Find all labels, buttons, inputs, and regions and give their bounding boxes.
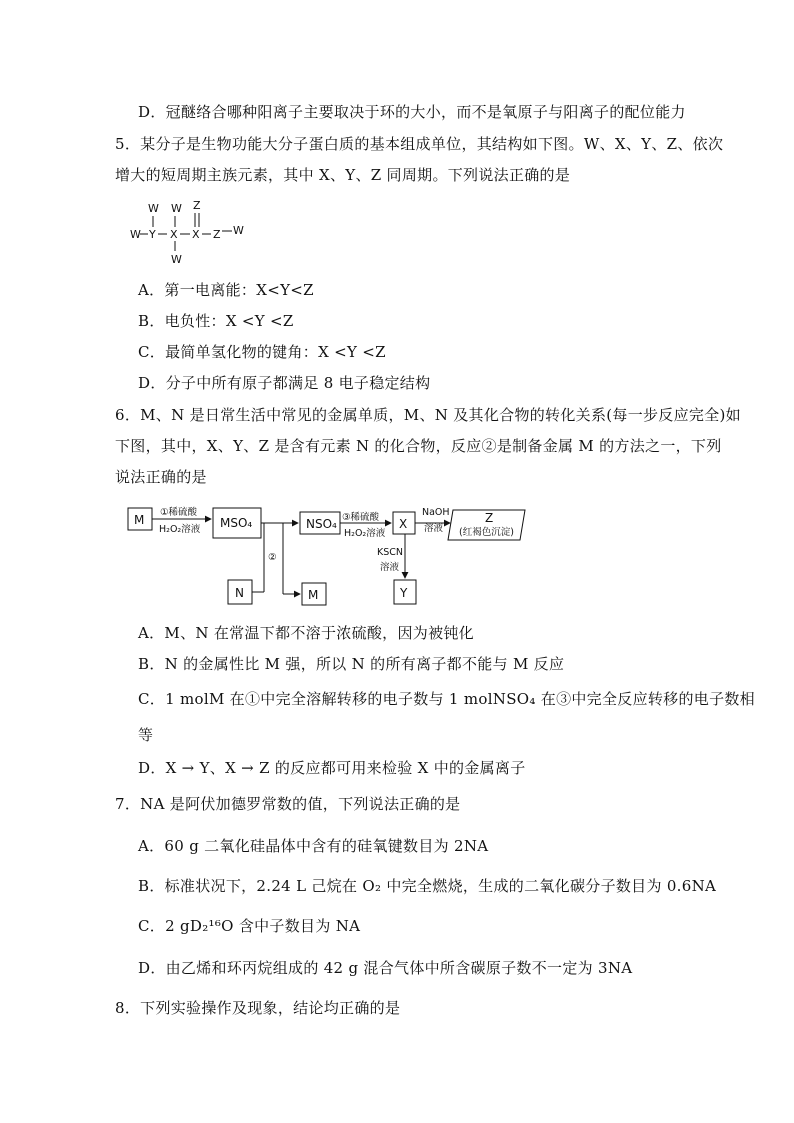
atom-w-bottom: W — [171, 253, 182, 266]
node-z: Z — [485, 511, 494, 525]
q6-stem-line1: 6．M、N 是日常生活中常见的金属单质，M、N 及其化合物的转化关系(每一步反应完全)如 — [115, 406, 741, 424]
box-m2 — [302, 583, 326, 605]
q6-stem-line3: 说法正确的是 — [115, 468, 207, 486]
box-y — [394, 580, 416, 604]
q7-option-c: C．2 gD₂¹⁶O 含中子数目为 NA — [138, 917, 361, 935]
node-y: Y — [400, 586, 408, 600]
box-m — [128, 508, 152, 530]
box-nso4 — [300, 512, 340, 534]
q5-option-d: D．分子中所有原子都满足 8 电子稳定结构 — [138, 374, 431, 392]
q7-option-d: D．由乙烯和环丙烷组成的 42 g 混合气体中所含碳原子数不一定为 3NA — [138, 959, 633, 977]
reaction-2-label: ② — [268, 552, 277, 563]
q5-option-b: B．电负性：X <Y <Z — [138, 312, 294, 330]
q5-option-c: C．最简单氢化物的键角：X <Y <Z — [138, 343, 386, 361]
node-n: N — [235, 586, 244, 600]
atom-w-top-mid: W — [171, 202, 182, 215]
kscn-label: KSCN — [377, 547, 403, 558]
node-x: X — [399, 517, 408, 531]
reagent-3-top: ③稀硫酸 — [342, 512, 380, 523]
atom-w-top-left: W — [148, 202, 159, 215]
q5-option-a: A．第一电离能：X<Y<Z — [138, 281, 314, 299]
atom-x-1: X — [170, 228, 178, 241]
q5-stem-line1: 5．某分子是生物功能大分子蛋白质的基本组成单位，其结构如下图。W、X、Y、Z、依次 — [115, 135, 724, 153]
naoh-label: NaOH — [422, 507, 450, 518]
q6-option-a: A．M、N 在常温下都不溶于浓硫酸，因为被钝化 — [138, 624, 474, 642]
atom-z-right: Z — [213, 228, 221, 241]
q6-option-c-line1: C．1 molM 在①中完全溶解转移的电子数与 1 molNSO₄ 在③中完全反应转移的电子数相 — [138, 690, 755, 708]
atom-z-top: Z — [193, 199, 201, 212]
atom-w-left: W — [130, 228, 141, 241]
atom-w-right: W — [233, 224, 244, 237]
q7-option-b: B．标准状况下，2.24 L 己烷在 O₂ 中完全燃烧，生成的二氧化碳分子数目为 0.6NA — [138, 877, 717, 895]
atom-x-2: X — [192, 228, 200, 241]
node-m2: M — [308, 588, 319, 602]
q6-option-d: D．X → Y、X → Z 的反应都可用来检验 X 中的金属离子 — [138, 759, 526, 777]
q6-stem-line2: 下图，其中，X、Y、Z 是含有元素 N 的化合物，反应②是制备金属 M 的方法之一，下列 — [115, 437, 722, 455]
box-mso4 — [213, 508, 261, 538]
z-note: (红褐色沉淀) — [459, 527, 514, 538]
reagent-1-top: ①稀硫酸 — [160, 507, 198, 518]
node-nso4: NSO₄ — [306, 517, 337, 531]
q5-stem-line2: 增大的短周期主族元素，其中 X、Y、Z 同周期。下列说法正确的是 — [115, 166, 571, 184]
atom-y: Y — [149, 228, 156, 241]
node-mso4: MSO₄ — [220, 516, 253, 530]
box-n — [228, 580, 252, 604]
q4-option-d: D．冠醚络合哪种阳离子主要取决于环的大小，而不是氧原子与阳离子的配位能力 — [138, 103, 686, 121]
q7-stem: 7．NA 是阿伏加德罗常数的值，下列说法正确的是 — [115, 795, 461, 813]
q6-option-b: B．N 的金属性比 M 强，所以 N 的所有离子都不能与 M 反应 — [138, 655, 565, 673]
naoh-solution-label: 溶液 — [424, 523, 444, 534]
q7-option-a: A．60 g 二氧化硅晶体中含有的硅氧键数目为 2NA — [138, 837, 489, 855]
box-x — [393, 512, 415, 534]
box-z — [448, 510, 525, 540]
q8-stem: 8．下列实验操作及现象，结论均正确的是 — [115, 999, 401, 1017]
reagent-1-bottom: H₂O₂溶液 — [159, 524, 201, 535]
q6-option-c-line2: 等 — [138, 726, 154, 744]
node-m: M — [134, 513, 145, 527]
kscn-solution-label: 溶液 — [380, 562, 400, 573]
reagent-3-bottom: H₂O₂溶液 — [344, 528, 386, 539]
